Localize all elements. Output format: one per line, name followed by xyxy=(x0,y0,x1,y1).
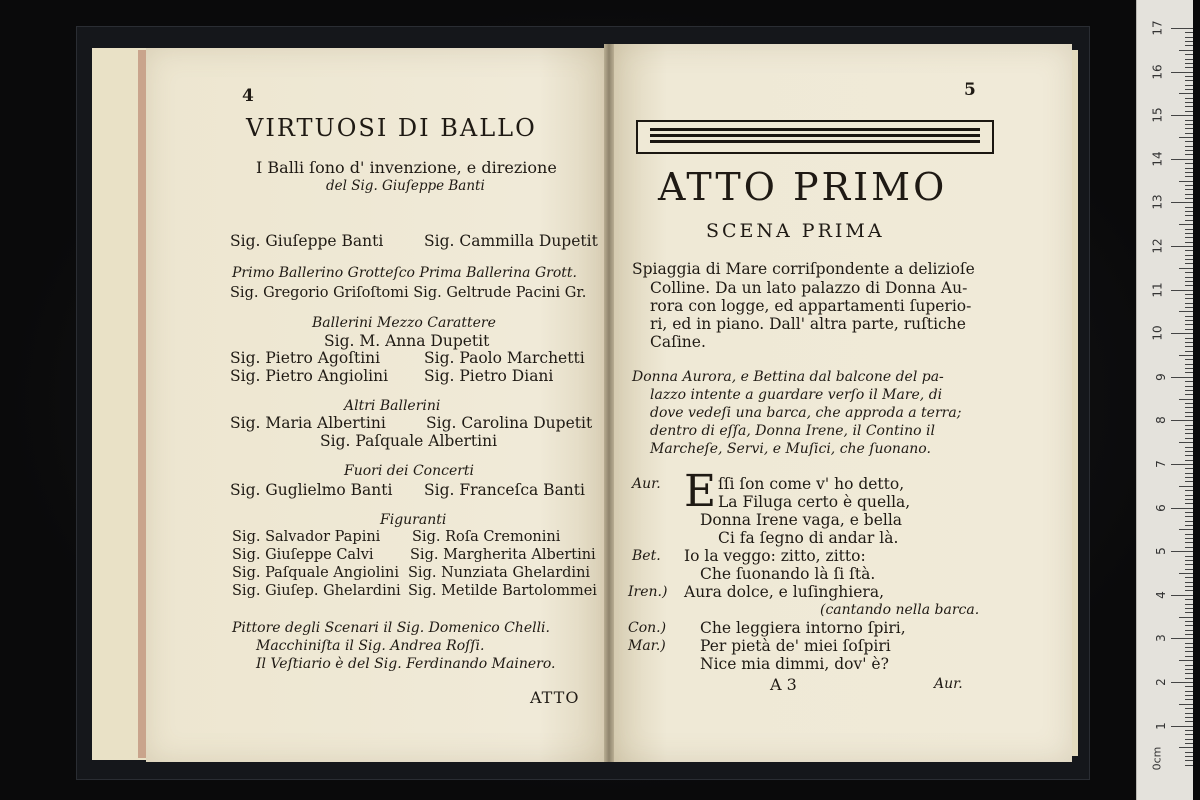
ruler-tick xyxy=(1171,246,1193,247)
ruler-tick xyxy=(1171,159,1193,160)
ruler-tick xyxy=(1185,547,1193,548)
cast-name: Sig. Margherita Albertini xyxy=(410,547,596,563)
ruler-number: 16 xyxy=(1150,63,1165,80)
ruler-tick xyxy=(1179,50,1193,51)
ruler-tick xyxy=(1185,364,1193,365)
cast-name: Sig. Pietro Agoſtini xyxy=(230,349,381,367)
left-page-heading: VIRTUOSI DI BALLO xyxy=(246,114,537,142)
ruler-tick xyxy=(1185,386,1193,387)
ruler-tick xyxy=(1185,477,1193,478)
cast-name: Sig. Pietro Angiolini xyxy=(230,367,389,385)
ruler-tick xyxy=(1179,573,1193,574)
ruler-tick xyxy=(1179,181,1193,182)
ruler-tick xyxy=(1185,316,1193,317)
ruler-tick xyxy=(1185,41,1193,42)
ruler-tick xyxy=(1185,124,1193,125)
ruler-tick xyxy=(1185,150,1193,151)
cast-name: Sig. Paſquale Angiolini xyxy=(232,565,399,581)
ruler-tick xyxy=(1185,512,1193,513)
ruler-tick xyxy=(1185,168,1193,169)
ruler-tick xyxy=(1185,172,1193,173)
ruler-tick xyxy=(1185,569,1193,570)
ruler-tick xyxy=(1185,503,1193,504)
ruler-tick xyxy=(1185,447,1193,448)
ruler-tick xyxy=(1185,85,1193,86)
ruler-tick xyxy=(1185,37,1193,38)
speaker-label: Bet. xyxy=(632,548,661,564)
ruler-tick xyxy=(1171,464,1193,465)
cast-name: Sig. M. Anna Dupetit xyxy=(324,332,490,350)
ornament-band xyxy=(636,120,994,154)
ruler-tick xyxy=(1179,137,1193,138)
ruler-tick xyxy=(1185,111,1193,112)
ruler-tick xyxy=(1185,346,1193,347)
cast-name: Sig. Metilde Bartolommei xyxy=(408,583,597,599)
ruler-tick xyxy=(1185,604,1193,605)
ruler-tick xyxy=(1185,324,1193,325)
credit-line: Il Veſtiario è del Sig. Ferdinando Mainero. xyxy=(256,656,556,672)
cast-name: Sig. Gregorio Griſoſtomi Sig. Geltrude Pacini Gr. xyxy=(230,285,587,301)
ruler-number: 12 xyxy=(1150,238,1165,254)
ruler-tick xyxy=(1179,311,1193,312)
ruler-number: 5 xyxy=(1154,547,1169,556)
ruler-tick xyxy=(1185,307,1193,308)
ruler-tick xyxy=(1171,290,1193,291)
ruler-tick xyxy=(1185,351,1193,352)
ruler-tick xyxy=(1185,255,1193,256)
ruler-tick xyxy=(1185,220,1193,221)
ruler-tick xyxy=(1179,355,1193,356)
ruler-tick xyxy=(1185,556,1193,557)
ruler-tick xyxy=(1185,621,1193,622)
cast-name: Sig. Paolo Marchetti xyxy=(424,349,585,367)
ruler-tick xyxy=(1185,695,1193,696)
ruler-tick xyxy=(1185,215,1193,216)
signature-mark: A 3 xyxy=(770,675,797,694)
ruler-tick xyxy=(1185,154,1193,155)
ruler-tick xyxy=(1185,665,1193,666)
ruler-tick xyxy=(1185,752,1193,753)
ruler-tick xyxy=(1185,739,1193,740)
ruler-tick xyxy=(1185,368,1193,369)
ruler-tick xyxy=(1185,699,1193,700)
ruler-number: 2 xyxy=(1154,678,1169,686)
ruler-tick xyxy=(1185,194,1193,195)
ruler-tick xyxy=(1185,499,1193,500)
ruler-tick xyxy=(1185,634,1193,635)
verse-line: Aura dolce, e luſinghiera, xyxy=(684,583,885,601)
ruler-tick xyxy=(1185,320,1193,321)
ruler-tick xyxy=(1171,333,1193,334)
section-heading: Ballerini Mezzo Carattere xyxy=(312,315,496,331)
ruler-tick xyxy=(1185,586,1193,587)
ruler-tick xyxy=(1185,760,1193,761)
stage-aside: (cantando nella barca. xyxy=(820,602,980,618)
setting-line: rora con logge, ed appartamenti ſuperio- xyxy=(650,297,972,315)
ruler-tick xyxy=(1185,582,1193,583)
stage-direction-line: Donna Aurora, e Bettina dal balcone del pa- xyxy=(632,369,944,385)
ruler-number: 17 xyxy=(1150,20,1165,36)
ruler-tick xyxy=(1185,67,1193,68)
ruler-tick xyxy=(1185,141,1193,142)
stage-direction-line: Marcheſe, Servi, e Muſici, che ſuonano. xyxy=(650,441,931,457)
ruler-tick xyxy=(1185,211,1193,212)
ruler-tick xyxy=(1185,390,1193,391)
ruler-tick xyxy=(1185,407,1193,408)
ruler-tick xyxy=(1185,455,1193,456)
ruler-tick xyxy=(1185,656,1193,657)
ruler-tick xyxy=(1185,128,1193,129)
ruler-tick xyxy=(1185,473,1193,474)
ruler-tick xyxy=(1185,63,1193,64)
ruler-tick xyxy=(1171,202,1193,203)
act-heading: ATTO PRIMO xyxy=(658,165,948,209)
right-page-number: 5 xyxy=(964,80,976,100)
ruler-tick xyxy=(1185,673,1193,674)
ruler-tick xyxy=(1185,237,1193,238)
ruler-tick xyxy=(1185,460,1193,461)
credit-line: Pittore degli Scenari il Sig. Domenico Chelli. xyxy=(232,620,550,636)
ruler-number: 7 xyxy=(1154,460,1169,468)
ruler-tick xyxy=(1185,433,1193,434)
ruler-tick xyxy=(1185,412,1193,413)
ruler-tick xyxy=(1185,233,1193,234)
ruler-tick xyxy=(1171,28,1193,29)
ruler-tick xyxy=(1185,294,1193,295)
ruler-tick xyxy=(1185,743,1193,744)
stage-direction-line: lazzo intente a guardare verſo il Mare, di xyxy=(650,387,943,403)
cast-name: Sig. Roſa Cremonini xyxy=(412,529,561,545)
ruler-tick xyxy=(1185,525,1193,526)
ruler-tick xyxy=(1179,747,1193,748)
ruler-tick xyxy=(1185,342,1193,343)
ruler-tick xyxy=(1179,93,1193,94)
ruler-tick xyxy=(1185,329,1193,330)
ruler-number: 13 xyxy=(1150,194,1165,211)
cast-name: Sig. Maria Albertini xyxy=(230,414,386,432)
ruler-number: 10 xyxy=(1150,325,1165,341)
ruler-tick xyxy=(1185,647,1193,648)
ruler-number: 9 xyxy=(1154,372,1169,381)
ruler-tick xyxy=(1185,229,1193,230)
ruler-tick xyxy=(1171,72,1193,73)
cast-name: Sig. Pietro Diani xyxy=(424,367,554,385)
ruler-number: 8 xyxy=(1154,416,1169,425)
ruler-tick xyxy=(1185,630,1193,631)
credit-line: Macchiniſta il Sig. Andrea Roſſi. xyxy=(256,638,485,654)
stage-direction-line: dove vedeſi una barca, che approda a terra; xyxy=(650,405,962,421)
ruler-tick xyxy=(1171,551,1193,552)
ruler-tick xyxy=(1185,691,1193,692)
ruler-tick xyxy=(1185,381,1193,382)
ruler-tick xyxy=(1171,420,1193,421)
ruler-tick xyxy=(1185,303,1193,304)
ruler-number: 15 xyxy=(1150,107,1165,123)
ruler-tick xyxy=(1185,416,1193,417)
ruler-tick xyxy=(1185,285,1193,286)
ruler-tick xyxy=(1185,643,1193,644)
setting-line: Spiaggia di Mare corriſpondente a delizioſe xyxy=(632,260,975,278)
ruler-tick xyxy=(1179,442,1193,443)
verse-line: La Filuga certo è quella, xyxy=(718,493,911,511)
cast-name: Sig. Franceſca Banti xyxy=(424,481,585,499)
ruler-tick xyxy=(1185,608,1193,609)
ruler-tick xyxy=(1185,32,1193,33)
ruler-tick xyxy=(1185,259,1193,260)
ruler-tick xyxy=(1185,451,1193,452)
ruler-tick xyxy=(1185,538,1193,539)
ruler-tick xyxy=(1185,713,1193,714)
ruler-tick xyxy=(1185,717,1193,718)
ruler-unit-label: 0cm xyxy=(1150,746,1164,771)
ruler-tick xyxy=(1185,80,1193,81)
ruler-tick xyxy=(1185,521,1193,522)
cast-name: Sig. Giuſeppe Banti xyxy=(230,232,384,250)
ruler-tick xyxy=(1185,54,1193,55)
ruler-tick xyxy=(1185,438,1193,439)
catchword: Aur. xyxy=(934,676,963,692)
catchword: ATTO xyxy=(530,688,580,707)
verse-line: Per pietà de' miei ſoſpiri xyxy=(700,637,891,655)
cast-name: Sig. Giuſeppe Calvi xyxy=(232,547,374,563)
ruler-tick xyxy=(1185,163,1193,164)
ruler-tick xyxy=(1171,726,1193,727)
role-label: Primo Ballerino Grotteſco Prima Ballerina Grott. xyxy=(232,265,577,281)
ruler-tick xyxy=(1185,599,1193,600)
ruler-tick xyxy=(1185,669,1193,670)
setting-line: Colline. Da un lato palazzo di Donna Au- xyxy=(650,279,968,297)
ruler-tick xyxy=(1185,468,1193,469)
ruler-tick xyxy=(1185,272,1193,273)
ruler-tick xyxy=(1171,682,1193,683)
ruler-tick xyxy=(1185,76,1193,77)
ruler-tick xyxy=(1185,625,1193,626)
verse-line: Donna Irene vaga, e bella xyxy=(700,511,903,529)
ruler-number: 4 xyxy=(1154,590,1169,599)
ruler-tick xyxy=(1185,756,1193,757)
stage-direction-line: dentro di eſſa, Donna Irene, il Contino il xyxy=(650,423,935,439)
ruler-tick xyxy=(1185,429,1193,430)
measurement-ruler xyxy=(1136,0,1193,800)
book-gutter xyxy=(604,44,614,762)
cast-name: Sig. Paſquale Albertini xyxy=(320,432,498,450)
ruler-tick xyxy=(1185,708,1193,709)
ruler-tick xyxy=(1185,106,1193,107)
section-heading: Figuranti xyxy=(380,512,447,528)
ruler-tick xyxy=(1179,268,1193,269)
ruler-tick xyxy=(1185,59,1193,60)
ruler-tick xyxy=(1179,704,1193,705)
cast-name: Sig. Cammilla Dupetit xyxy=(424,232,598,250)
ruler-tick xyxy=(1185,298,1193,299)
cast-name: Sig. Carolina Dupetit xyxy=(426,414,593,432)
ruler-tick xyxy=(1179,617,1193,618)
drop-cap: E xyxy=(684,466,717,517)
ruler-tick xyxy=(1171,595,1193,596)
ruler-tick xyxy=(1185,242,1193,243)
ruler-tick xyxy=(1185,542,1193,543)
ruler-tick xyxy=(1185,394,1193,395)
ruler-tick xyxy=(1185,765,1193,766)
verse-line: Nice mia dimmi, dov' è? xyxy=(700,655,889,673)
ruler-tick xyxy=(1185,250,1193,251)
ruler-tick xyxy=(1185,577,1193,578)
ruler-tick xyxy=(1179,399,1193,400)
ruler-tick xyxy=(1185,651,1193,652)
setting-line: ri, ed in piano. Dall' altra parte, ruſtiche xyxy=(650,315,966,333)
cast-name: Sig. Salvador Papini xyxy=(232,529,381,545)
ruler-tick xyxy=(1185,176,1193,177)
ruler-tick xyxy=(1179,224,1193,225)
ruler-tick xyxy=(1185,207,1193,208)
ruler-tick xyxy=(1185,734,1193,735)
ruler-tick xyxy=(1171,508,1193,509)
scene-heading: SCENA PRIMA xyxy=(706,220,885,242)
ruler-tick xyxy=(1185,612,1193,613)
ruler-tick xyxy=(1185,534,1193,535)
ruler-tick xyxy=(1185,133,1193,134)
intro-credit: del Sig. Giuſeppe Banti xyxy=(326,178,485,194)
ruler-number: 14 xyxy=(1150,151,1165,167)
ruler-tick xyxy=(1185,277,1193,278)
verse-line: Io la veggo: zitto, zitto: xyxy=(684,547,866,565)
ruler-tick xyxy=(1185,198,1193,199)
ruler-tick xyxy=(1185,120,1193,121)
speaker-label: Aur. xyxy=(632,476,661,492)
cast-name: Sig. Nunziata Ghelardini xyxy=(408,565,591,581)
ruler-tick xyxy=(1185,146,1193,147)
speaker-label: Iren.) xyxy=(628,584,668,600)
left-page-number: 4 xyxy=(242,86,254,106)
ruler-tick xyxy=(1185,338,1193,339)
ruler-tick xyxy=(1179,660,1193,661)
ruler-tick xyxy=(1185,490,1193,491)
ruler-tick xyxy=(1185,678,1193,679)
ruler-tick xyxy=(1185,98,1193,99)
verse-line: Che ſuonando là ſi ſtà. xyxy=(700,565,876,583)
ruler-tick xyxy=(1185,564,1193,565)
speaker-label: Mar.) xyxy=(628,638,666,654)
verse-line: ſſi ſon come v' ho detto, xyxy=(718,475,905,493)
section-heading: Fuori dei Concerti xyxy=(344,463,475,479)
ruler-tick xyxy=(1185,403,1193,404)
ruler-tick xyxy=(1171,377,1193,378)
verse-line: Ci fa ſegno di andar là. xyxy=(718,529,899,547)
ruler-number: 6 xyxy=(1154,503,1169,512)
ruler-tick xyxy=(1185,495,1193,496)
ruler-tick xyxy=(1185,590,1193,591)
ruler-tick xyxy=(1185,45,1193,46)
ruler-tick xyxy=(1185,102,1193,103)
ruler-number: 11 xyxy=(1150,281,1165,298)
ruler-tick xyxy=(1171,638,1193,639)
section-heading: Altri Ballerini xyxy=(344,398,441,414)
ruler-tick xyxy=(1185,481,1193,482)
ruler-tick xyxy=(1185,189,1193,190)
ruler-tick xyxy=(1185,185,1193,186)
ruler-tick xyxy=(1179,529,1193,530)
ruler-number: 1 xyxy=(1154,721,1169,730)
setting-line: Caſine. xyxy=(650,333,706,351)
cast-name: Sig. Guglielmo Banti xyxy=(230,481,393,499)
ruler-tick xyxy=(1185,516,1193,517)
ruler-number: 3 xyxy=(1154,634,1169,643)
ruler-tick xyxy=(1185,730,1193,731)
ruler-tick xyxy=(1185,686,1193,687)
speaker-label: Con.) xyxy=(628,620,667,636)
ruler-tick xyxy=(1185,281,1193,282)
ruler-tick xyxy=(1185,263,1193,264)
verse-line: Che leggiera intorno ſpiri, xyxy=(700,619,906,637)
ruler-tick xyxy=(1185,425,1193,426)
ruler-tick xyxy=(1185,359,1193,360)
cast-name: Sig. Giuſep. Ghelardini xyxy=(232,583,401,599)
intro-line: I Balli ſono d' invenzione, e direzione xyxy=(256,158,557,177)
ruler-tick xyxy=(1185,89,1193,90)
ruler-tick xyxy=(1171,115,1193,116)
ruler-tick xyxy=(1185,560,1193,561)
ruler-tick xyxy=(1185,372,1193,373)
ruler-tick xyxy=(1179,486,1193,487)
ruler-tick xyxy=(1185,721,1193,722)
